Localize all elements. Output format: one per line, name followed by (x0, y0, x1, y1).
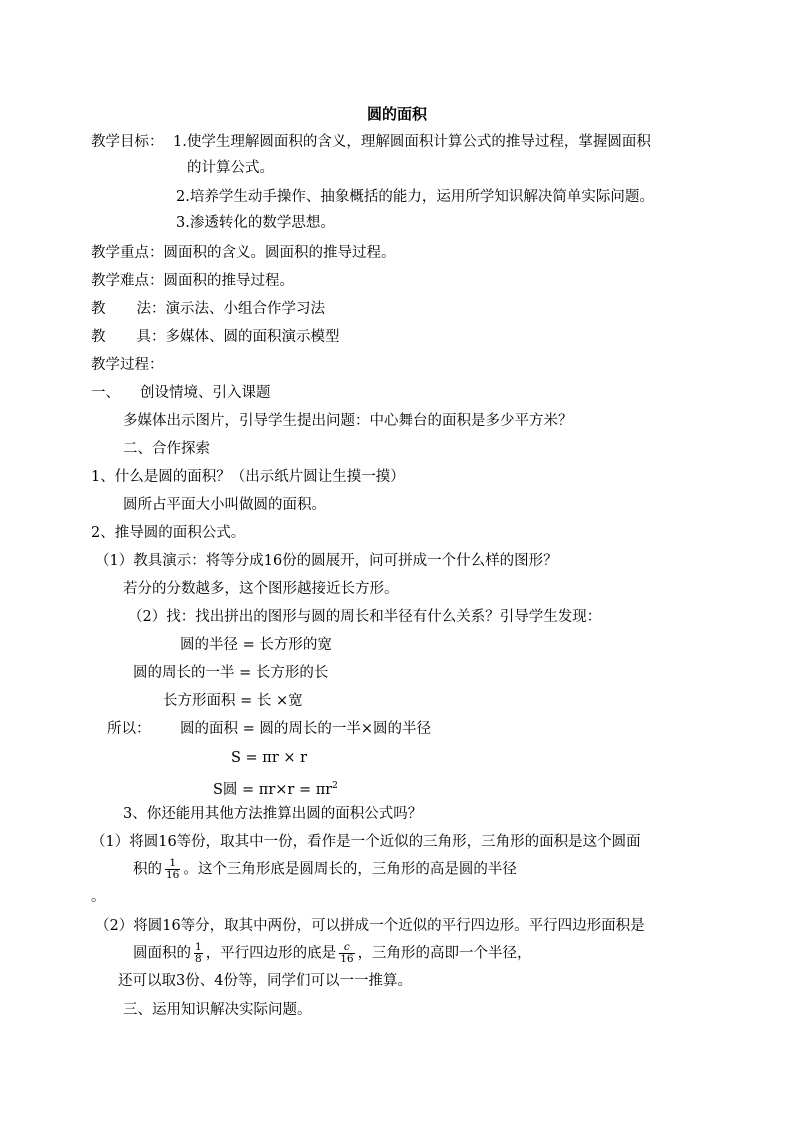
objective-1-line-2: 的计算公式。 (187, 160, 274, 176)
equation-half-circumference: 圆的周长的一半 = 长方形的长 (133, 665, 329, 681)
method-label-a: 教 (91, 301, 106, 317)
step3-heading: 3、你还能用其他方法推算出圆的面积公式吗？ (123, 806, 423, 822)
equation-s: S = πr × r (231, 750, 308, 766)
method-line (91, 300, 325, 318)
page-title: 圆的面积 (366, 105, 427, 123)
key-point: 教学重点：圆面积的含义。圆面积的推导过程。 (91, 245, 396, 261)
tools-label-a: 教 (91, 329, 106, 345)
fraction-numerator: c (339, 942, 354, 954)
step2-demo: （1）教具演示：将等分成16份的圆展开，问可拼成一个什么样的图形？ (95, 553, 558, 569)
section1-text: 多媒体出示图片，引导学生提出问题：中心舞台的面积是多少平方米？ (123, 413, 573, 429)
method2-post: ，三角形的高即一个半径， (357, 945, 532, 962)
objective-2: 2.培养学生动手操作、抽象概括的能力，运用所学知识解决简单实际问题。 (176, 189, 654, 205)
fraction-one-eighth (194, 942, 203, 965)
step1-question: 1、什么是圆的面积？（出示纸片圆让生摸一摸） (91, 469, 405, 485)
section1-heading: 创设情境、引入课题 (140, 385, 271, 401)
fraction-numerator: 1 (195, 941, 202, 953)
objectives-label: 教学目标： (91, 134, 164, 150)
method1-pre: 积的 (133, 861, 162, 878)
method1-line-2 (133, 858, 517, 881)
fraction-one-sixteenth (165, 858, 180, 881)
method2-line-2 (133, 942, 532, 965)
process-label: 教学过程： (91, 357, 164, 373)
method2-pre: 圆面积的 (133, 945, 191, 962)
fraction-denominator: 8 (195, 953, 202, 965)
step1-answer: 圆所占平面大小叫做圆的面积。 (123, 497, 326, 513)
objective-3: 3.渗透转化的数学思想。 (176, 215, 335, 231)
method2-line-1: （2）将圆16等分，取其中两份，可以拼成一个近似的平行四边形。平行四边形面积是 (95, 918, 645, 934)
method1-line-3: 。 (91, 889, 106, 905)
step2-heading: 2、推导圆的面积公式。 (91, 525, 246, 541)
difficulty: 教学难点：圆面积的推导过程。 (91, 273, 294, 289)
equation-rectangle-area: 长方形面积 = 长 ×宽 (163, 693, 303, 709)
method1-post: 。这个三角形底是圆周长的，三角形的高是圆的半径 (183, 861, 517, 878)
tools-line (91, 328, 340, 346)
tools-label-b: 具：多媒体、圆的面积演示模型 (136, 329, 340, 345)
fraction-c-sixteenth (339, 942, 354, 965)
fraction-denominator: 16 (340, 953, 354, 965)
equation-s-circle-base: S圆 = πr×r = πr (213, 781, 333, 798)
step2-note: 若分的分数越多，这个图形越接近长方形。 (123, 581, 399, 597)
equation-s-circle (213, 777, 338, 799)
fraction-numerator: 1 (165, 858, 180, 870)
equation-s-circle-exponent: 2 (332, 781, 338, 791)
method2-line-3: 还可以取3份、4份等，同学们可以一一推算。 (118, 973, 412, 989)
step2-find: （2）找：找出拼出的图形与圆的周长和半径有什么关系？引导学生发现： (128, 609, 602, 625)
method-label-b: 法：演示法、小组合作学习法 (136, 301, 325, 317)
section3-heading: 三、运用知识解决实际问题。 (123, 1002, 312, 1018)
method1-line-1: （1）将圆16等份，取其中一份，看作是一个近似的三角形，三角形的面积是这个圆面 (91, 834, 641, 850)
section2-heading: 二、合作探索 (123, 441, 210, 457)
equation-radius: 圆的半径 = 长方形的宽 (180, 637, 332, 653)
equation-circle-area: 圆的面积 = 圆的周长的一半×圆的半径 (180, 721, 432, 737)
objective-1-line-1: 1.使学生理解圆面积的含义，理解圆面积计算公式的推导过程，掌握圆面积 (173, 134, 651, 150)
method2-mid: ，平行四边形的底是 (205, 945, 337, 962)
fraction-denominator: 16 (166, 869, 180, 881)
section1-number: 一、 (91, 385, 120, 401)
so-label: 所以： (107, 721, 151, 737)
